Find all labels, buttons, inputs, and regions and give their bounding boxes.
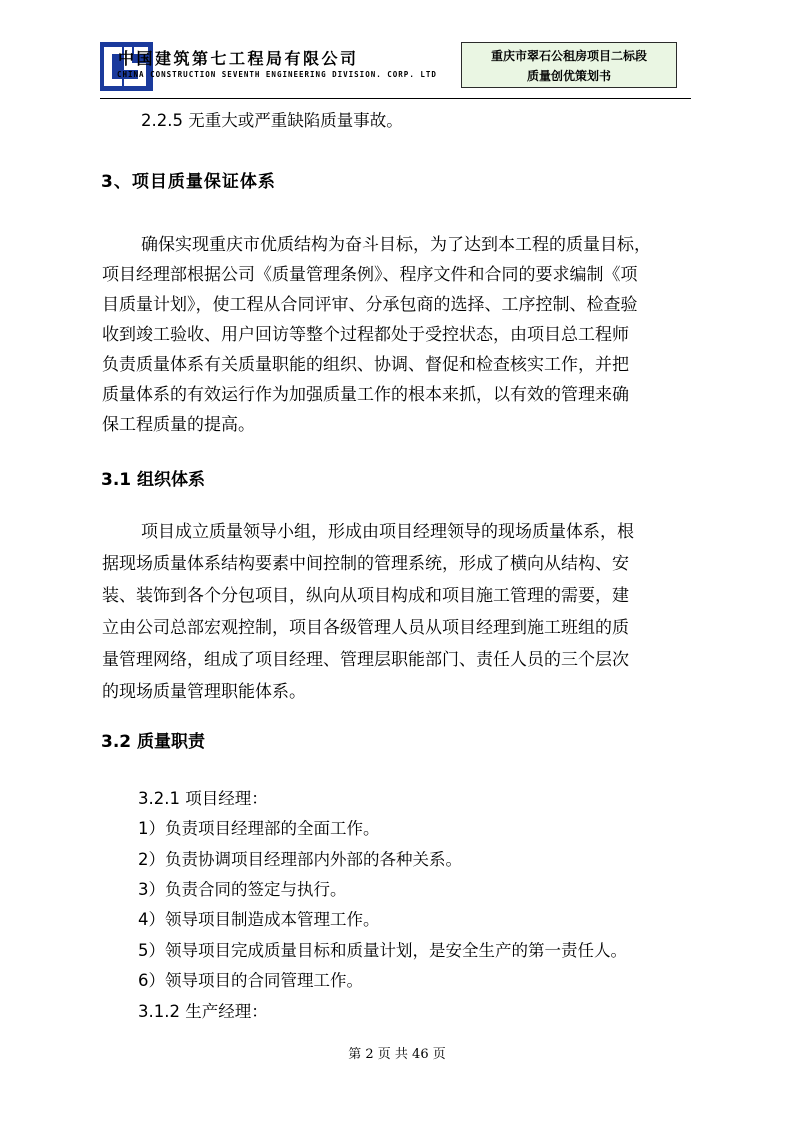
list-item: 6）领导项目的合同管理工作。 (138, 971, 363, 990)
list-item: 3.1.2 生产经理： (138, 1002, 268, 1021)
section-3-paragraph-line: 负责质量体系有关质量职能的组织、协调、督促和检查核实工作，并把 (102, 355, 629, 375)
section-3-paragraph-line: 目质量计划》，使工程从合同评审、分承包商的选择、工序控制、检查验 (102, 295, 638, 315)
section-3-1-paragraph-line: 装、装饰到各个分包项目，纵向从项目构成和项目施工管理的需要，建 (102, 586, 629, 606)
section-3-paragraph-line: 保工程质量的提高。 (102, 415, 255, 435)
project-title-box (461, 42, 677, 88)
company-name-cn: 中国建筑第七工程局有限公司 (118, 49, 359, 68)
section-3-paragraph-line: 质量体系的有效运行作为加强质量工作的根本来抓，以有效的管理来确 (102, 385, 629, 405)
project-name: 重庆市翠石公租房项目二标段 (490, 49, 647, 63)
list-item: 2）负责协调项目经理部内外部的各种关系。 (138, 850, 462, 869)
list-item: 3）负责合同的签定与执行。 (138, 880, 347, 899)
section-3-1-heading: 3.1 组织体系 (101, 470, 206, 490)
section-3-1-paragraph-line: 的现场质量管理职能体系。 (102, 682, 306, 702)
item-2-2-5: 2.2.5 无重大或严重缺陷质量事故。 (141, 111, 403, 130)
section-3-1-paragraph-line: 据现场质量体系结构要素中间控制的管理系统，形成了横向从结构、安 (102, 554, 629, 574)
header-divider (100, 98, 691, 99)
section-3-1-paragraph-line: 量管理网络，组成了项目经理、管理层职能部门、责任人员的三个层次 (102, 650, 629, 670)
section-3-paragraph-line: 确保实现重庆市优质结构为奋斗目标，为了达到本工程的质量目标， (141, 235, 651, 255)
list-item: 5）领导项目完成质量目标和质量计划，是安全生产的第一责任人。 (138, 941, 627, 960)
list-item: 3.2.1 项目经理： (138, 789, 268, 808)
document-title: 质量创优策划书 (526, 69, 611, 83)
section-3-paragraph-line: 收到竣工验收、用户回访等整个过程都处于受控状态，由项目总工程师 (102, 325, 629, 345)
section-3-paragraph-line: 项目经理部根据公司《质量管理条例》、程序文件和合同的要求编制《项 (102, 265, 638, 285)
section-3-2-heading: 3.2 质量职责 (101, 732, 206, 752)
section-3-1-paragraph-line: 立由公司总部宏观控制，项目各级管理人员从项目经理到施工班组的质 (102, 618, 629, 638)
list-item: 4）领导项目制造成本管理工作。 (138, 910, 380, 929)
page-number: 第 2 页 共 46 页 (348, 1047, 446, 1062)
section-3-1-paragraph-line: 项目成立质量领导小组，形成由项目经理领导的现场质量体系，根 (141, 522, 634, 542)
company-name-en: CHINA CONSTRUCTION SEVENTH ENGINEERING DIVISION. CORP. LTD (117, 70, 437, 79)
section-3-heading: 3、项目质量保证体系 (101, 172, 276, 192)
list-item: 1）负责项目经理部的全面工作。 (138, 819, 380, 838)
